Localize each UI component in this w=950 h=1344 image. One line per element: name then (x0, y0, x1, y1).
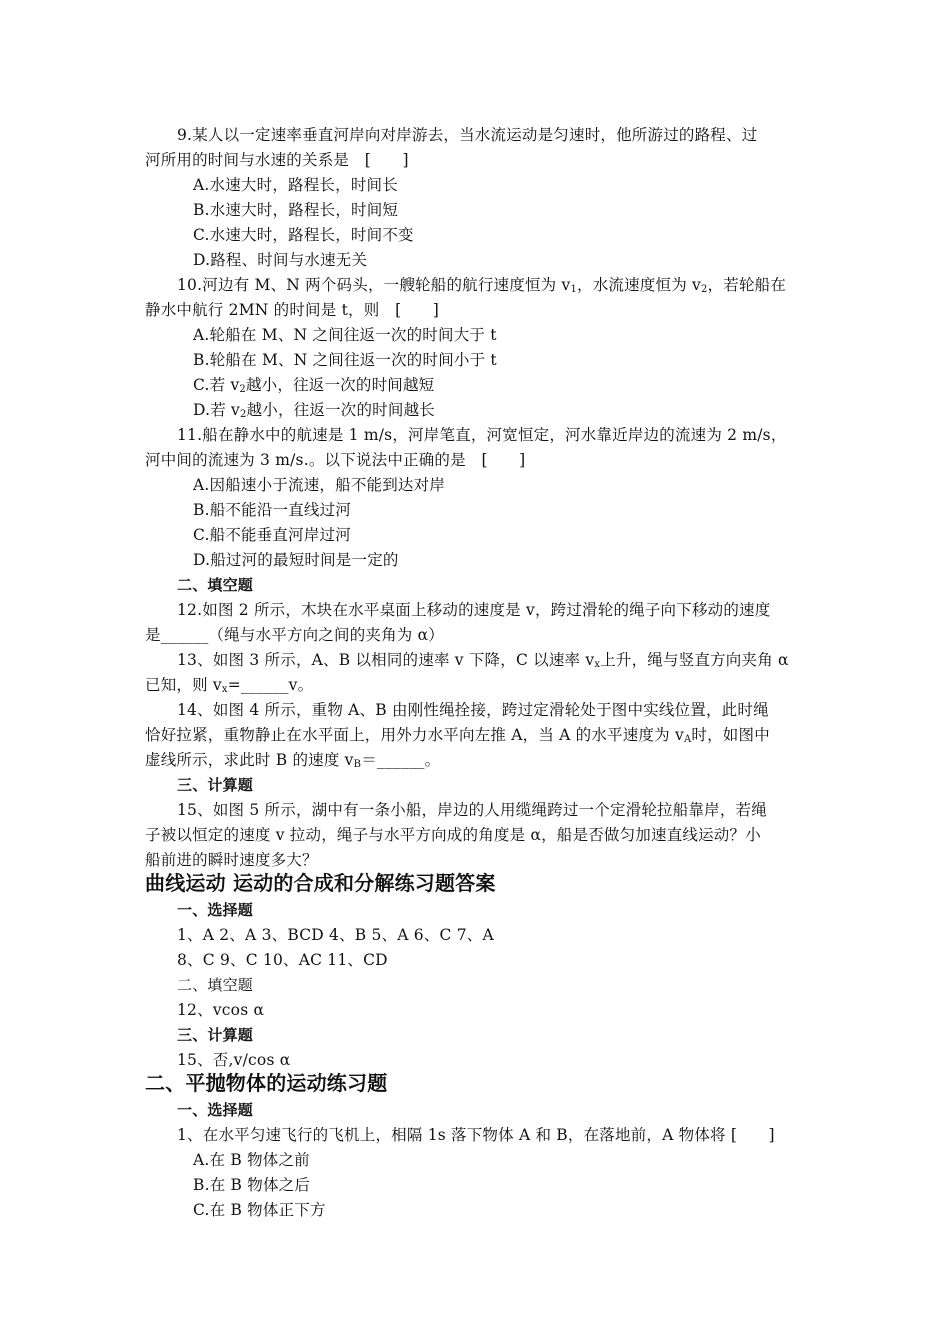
q10-line2: 静水中航行 2MN 的时间是 t，则 [ ] (145, 301, 439, 319)
q14-line2-text2: 时，如图中 (691, 726, 770, 744)
q10-sub-1: 1 (570, 284, 577, 295)
answers-row1: 1、A 2、A 3、BCD 4、B 5、A 6、C 7、A (177, 926, 494, 944)
q9-line2: 河所用的时间与水速的关系是 [ ] (145, 151, 409, 169)
q11-option-d: D.船过河的最短时间是一定的 (193, 551, 399, 569)
q13-sub-x: x (594, 659, 601, 670)
answers-q15: 15、否,v/cos α (177, 1051, 291, 1069)
q10-line1-text: 10.河边有 M、N 两个码头，一艘轮船的航行速度恒为 v (177, 276, 571, 294)
q11-option-b: B.船不能沿一直线过河 (193, 501, 352, 519)
q10-option-c (193, 373, 858, 398)
q14-line2-sub: A (683, 734, 692, 745)
q10-option-d-text: D.若 v (193, 401, 240, 419)
answers-section-calc: 三、计算题 (177, 1026, 254, 1044)
answers-row2: 8、C 9、C 10、AC 11、CD (177, 951, 388, 969)
q10-option-a: A.轮船在 M、N 之间往返一次的时间大于 t (193, 326, 497, 344)
q11-option-c: C.船不能垂直河岸过河 (193, 526, 351, 544)
q13-line2-text2: =______v。 (227, 676, 314, 694)
q10-option-d (193, 398, 858, 423)
q14-line2-text: 恰好拉紧，重物静止在水平面上，用外力水平向左推 A，当 A 的水平速度为 v (145, 726, 684, 744)
q10-option-c-text2: 越小，往返一次的时间越短 (245, 376, 435, 394)
q14-line2 (145, 723, 810, 748)
q11-line1: 11.船在静水中的航速是 1 m/s，河岸笔直，河宽恒定，河水靠近岸边的流速为 2 m/s， (177, 426, 787, 444)
q13-line2 (145, 673, 810, 698)
section-heading-fill: 二、填空题 (177, 576, 254, 594)
part2-q1-option-b: B.在 B 物体之后 (193, 1176, 311, 1194)
q13-line1-text2: 上升，绳与竖直方向夹角 α (600, 651, 789, 669)
q10-sub-2: 2 (700, 284, 708, 295)
answers-title: 曲线运动 运动的合成和分解练习题答案 (145, 871, 496, 895)
q14-line1: 14、如图 4 所示，重物 A、B 由刚性绳拴接，跨过定滑轮处于图中实线位置，此时绳 (177, 701, 769, 719)
q12-line1: 12.如图 2 所示，木块在水平桌面上移动的速度是 v，跨过滑轮的绳子向下移动的速度 (177, 601, 771, 619)
q11-line2: 河中间的流速为 3 m/s.。以下说法中正确的是 [ ] (145, 451, 526, 469)
q13-line1 (177, 648, 842, 673)
q9-option-a: A.水速大时，路程长，时间长 (193, 176, 398, 194)
q10-line1-text3: ，若轮船在 (707, 276, 787, 294)
q15-line2: 子被以恒定的速度 v 拉动，绳子与水平方向成的角度是 α，船是否做匀加速直线运动？小 (145, 826, 761, 844)
q9-option-d: D.路程、时间与水速无关 (193, 251, 368, 269)
q11-option-a: A.因船速小于流速，船不能到达对岸 (193, 476, 446, 494)
q10-option-d-text2: 越小，往返一次的时间越长 (246, 401, 435, 419)
part2-section-choice: 一、选择题 (177, 1101, 254, 1119)
part2-q1: 1、在水平匀速飞行的飞机上，相隔 1s 落下物体 A 和 B，在落地前，A 物体将 [ ] (177, 1126, 775, 1144)
q10-line1-text2: ，水流速度恒为 v (577, 276, 701, 294)
q9-option-c: C.水速大时，路程长，时间不变 (193, 226, 414, 244)
q10-option-c-sub: 2 (239, 384, 246, 395)
q15-line1: 15、如图 5 所示，湖中有一条小船，岸边的人用缆绳跨过一个定滑轮拉船靠岸，若绳 (177, 801, 767, 819)
q9-option-b: B.水速大时，路程长，时间短 (193, 201, 399, 219)
q10-option-c-text: C.若 v (193, 376, 240, 394)
q10-line1 (177, 273, 842, 298)
q13-line1-text: 13、如图 3 所示，A、B 以相同的速率 v 下降，C 以速率 v (177, 651, 595, 669)
part2-q1-option-a: A.在 B 物体之前 (193, 1151, 310, 1169)
q10-option-b: B.轮船在 M、N 之间往返一次的时间小于 t (193, 351, 497, 369)
q14-line3-sub: B (353, 759, 362, 770)
q9-line1: 9.某人以一定速率垂直河岸向对岸游去，当水流运动是匀速时，他所游过的路程、过 (177, 126, 758, 144)
q12-line2: 是______（绳与水平方向之间的夹角为 α） (145, 626, 444, 644)
q13-line2-text: 已知，则 v (145, 676, 222, 694)
q10-option-d-sub: 2 (240, 409, 247, 420)
answers-section-fill: 二、填空题 (177, 976, 254, 994)
answers-section-choice: 一、选择题 (177, 901, 254, 919)
section-heading-calc: 三、计算题 (177, 776, 254, 794)
q14-line3 (145, 748, 810, 773)
q15-line3: 船前进的瞬时速度多大？ (145, 851, 318, 869)
part2-title: 二、平抛物体的运动练习题 (145, 1071, 388, 1095)
q14-line3-text2: ＝______。 (361, 751, 441, 769)
answers-q12: 12、vcos α (177, 1001, 265, 1019)
q13-line2-sub: x (221, 684, 228, 695)
q14-line3-text: 虚线所示，求此时 B 的速度 v (145, 751, 354, 769)
part2-q1-option-c: C.在 B 物体正下方 (193, 1201, 326, 1219)
